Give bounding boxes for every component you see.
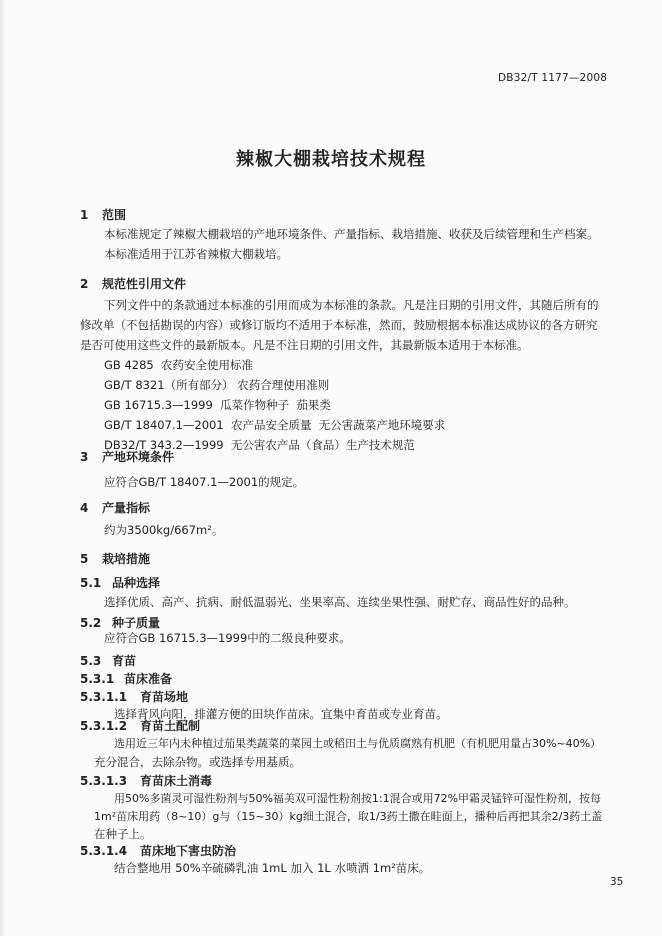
reference-item: GB 4285 农药安全使用标准 (104, 358, 254, 372)
section-1-heading (80, 206, 126, 223)
subsection-5-3-1-1-title: 育苗场地 (140, 690, 189, 704)
subsection-5-3-heading (80, 652, 136, 669)
subsection-5-2-heading (80, 614, 160, 631)
reference-item: GB/T 18407.1—2001 农产品安全质量 无公害蔬菜产地环境要求 (104, 418, 446, 432)
subsection-5-2-paragraph: 应符合GB 16715.3—1999中的二级良种要求。 (104, 631, 351, 645)
reference-item: DB32/T 343.2—1999 无公害农产品（食品）生产技术规范 (104, 438, 415, 452)
section-5-heading (80, 550, 150, 567)
subsection-5-1-number: 5.1 (80, 576, 102, 590)
section-4-heading (80, 499, 150, 516)
reference-item: GB/T 8321（所有部分） 农药合理使用准则 (104, 378, 330, 392)
section-5-title: 栽培措施 (102, 552, 151, 566)
subsection-5-3-1-2-number: 5.3.1.2 (80, 719, 128, 733)
section-4-number: 4 (80, 501, 89, 515)
section-4-title: 产量指标 (102, 501, 151, 515)
document-title: 辣椒大棚栽培技术规程 (236, 149, 426, 170)
section-2-paragraph-line-3: 是否可使用这些文件的最新版本。凡是不注日期的引用文件，其最新版本适用于本标准。 (80, 338, 529, 352)
section-1-paragraph-2: 本标准适用于江苏省辣椒大棚栽培。 (104, 247, 288, 261)
subsection-5-3-1-3-paragraph-line-3: 在种子上。 (94, 827, 152, 841)
section-3-title: 产地环境条件 (102, 450, 175, 464)
subsection-5-3-1-3-paragraph-line-1: 用50%多菌灵可湿性粉剂与50%福美双可湿性粉剂按1:1混合或用72%甲霜灵锰锌可湿性粉剂，按每 (114, 792, 602, 805)
subsection-5-3-1-4-heading (80, 842, 236, 859)
subsection-5-1-heading (80, 574, 160, 591)
section-2-title: 规范性引用文件 (102, 277, 187, 291)
subsection-5-3-title: 育苗 (112, 654, 137, 668)
standard-code: DB32/T 1177—2008 (498, 72, 608, 84)
reference-item: GB 16715.3—1999 瓜菜作物种子 茄果类 (104, 398, 331, 412)
section-3-paragraph: 应符合GB/T 18407.1—2001的规定。 (104, 475, 305, 489)
subsection-5-3-1-4-number: 5.3.1.4 (80, 844, 128, 858)
subsection-5-3-1-1-number: 5.3.1.1 (80, 690, 128, 704)
section-2-paragraph-line-2: 修改单（不包括勘误的内容）或修订版均不适用于本标准，然而，鼓励根据本标准达成协议的各方研究 (80, 318, 598, 332)
subsection-5-3-1-2-title: 育苗土配制 (140, 719, 201, 733)
subsection-5-3-1-3-number: 5.3.1.3 (80, 774, 128, 788)
subsection-5-3-1-title: 苗床准备 (124, 672, 173, 686)
subsection-5-3-1-1-heading (80, 688, 188, 705)
subsection-5-1-paragraph: 选择优质、高产、抗病、耐低温弱光、坐果率高、连续坐果性强、耐贮存、商品性好的品种。 (104, 595, 576, 609)
scan-edge-shadow (0, 0, 6, 936)
subsection-5-2-title: 种子质量 (112, 616, 161, 630)
page-number: 35 (610, 876, 624, 888)
section-2-paragraph-line-1: 下列文件中的条款通过本标准的引用而成为本标准的条款。凡是注日期的引用文件，其随后所有的 (104, 298, 599, 312)
subsection-5-1-title: 品种选择 (112, 576, 161, 590)
section-2-heading (80, 275, 186, 292)
subsection-5-3-1-number: 5.3.1 (80, 672, 115, 686)
subsection-5-3-1-2-paragraph-line-2: 充分混合，去除杂物。或选择专用基质。 (94, 755, 301, 769)
section-5-number: 5 (80, 552, 89, 566)
section-2-number: 2 (80, 277, 89, 291)
section-4-paragraph: 约为3500kg/667m²。 (104, 523, 224, 537)
section-1-title: 范围 (102, 208, 127, 222)
subsection-5-3-1-1-paragraph: 选择背风向阳，排灌方便的田块作苗床。宜集中育苗或专业育苗。 (114, 707, 448, 721)
section-1-paragraph-1: 本标准规定了辣椒大棚栽培的产地环境条件、产量指标、栽培措施、收获及后续管理和生产档案。 (104, 227, 599, 241)
subsection-5-3-1-3-paragraph-line-2: 1m²苗床用药（8~10）g与（15~30）kg细土混合，取1/3药土撒在畦面上，播种后再把其余2/3药土盖 (94, 810, 603, 823)
section-3-number: 3 (80, 450, 89, 464)
subsection-5-2-number: 5.2 (80, 616, 102, 630)
subsection-5-3-1-2-paragraph-line-1: 选用近三年内未种植过茄果类蔬菜的菜园土或稻田土与优质腐熟有机肥（有机肥用量占30%~40%） (114, 737, 602, 750)
subsection-5-3-1-3-heading (80, 772, 212, 789)
subsection-5-3-1-4-title: 苗床地下害虫防治 (140, 844, 237, 858)
subsection-5-3-1-heading (80, 670, 172, 687)
subsection-5-3-number: 5.3 (80, 654, 102, 668)
subsection-5-3-1-2-heading (80, 717, 200, 734)
section-1-number: 1 (80, 208, 89, 222)
subsection-5-3-1-3-title: 育苗床土消毒 (140, 774, 213, 788)
section-3-heading (80, 448, 174, 465)
subsection-5-3-1-4-paragraph: 结合整地用 50%辛硫磷乳油 1mL 加入 1L 水喷洒 1m²苗床。 (114, 861, 431, 875)
